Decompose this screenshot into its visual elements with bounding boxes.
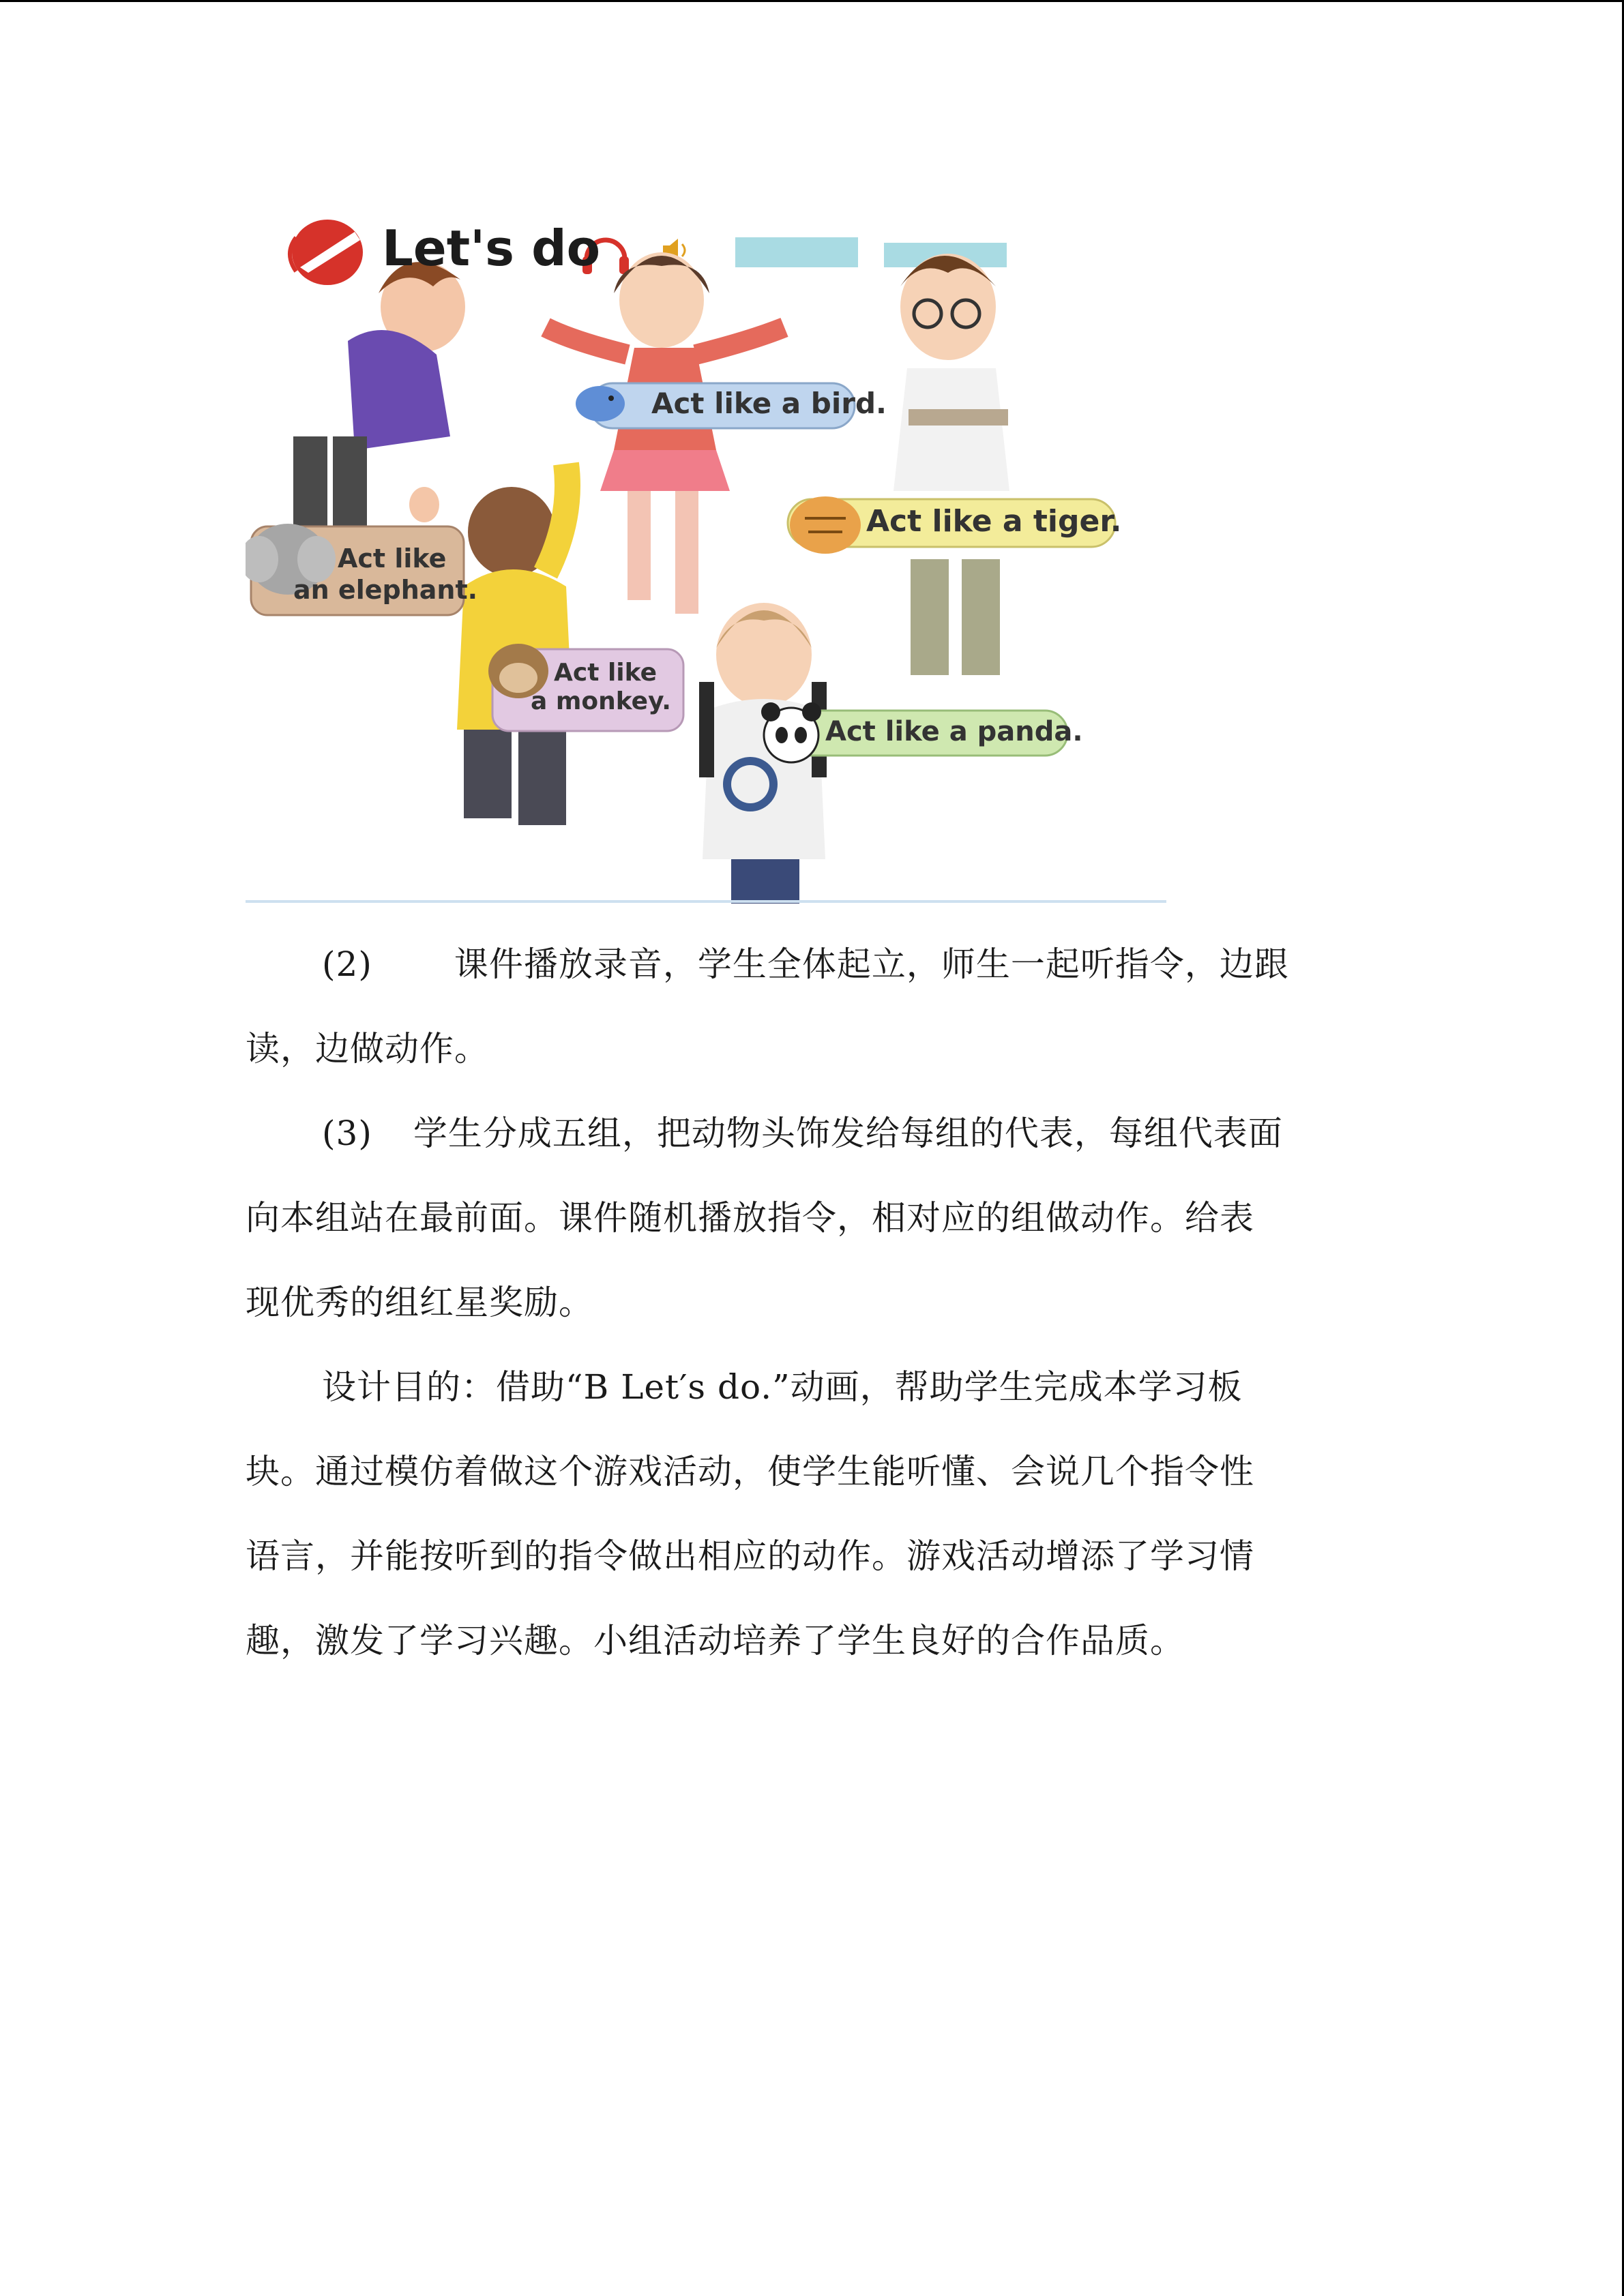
page-border-top [0, 0, 1624, 2]
bubble-panda-text: Act like a panda. [825, 716, 1083, 747]
paragraph-2-line-2: 读，边做动作。 [246, 1029, 489, 1069]
paragraph-2-text-1: 课件播放录音，学生全体起立，师生一起听指令，边跟 [454, 944, 1289, 984]
girl-red-character [546, 252, 784, 614]
bubble-monkey-line2: a monkey. [531, 687, 671, 715]
paragraph-3-line-3: 现优秀的组红星奖励。 [246, 1283, 593, 1322]
design-line-1: 设计目的：借助“B Let′s do.”动画，帮助学生完成本学习板 [322, 1367, 1243, 1407]
paragraph-3-line-1 [246, 1091, 1378, 1176]
bubble-monkey-line1: Act like [554, 659, 658, 687]
design-line-4: 趣，激发了学习兴趣。小组活动培养了学生良好的合作品质。 [246, 1621, 1185, 1660]
bubble-tiger-text: Act like a tiger. [866, 504, 1122, 539]
paragraph-3-number: (3) [322, 1114, 372, 1153]
paragraph-3 [246, 1091, 1378, 1345]
design-purpose-paragraph [246, 1345, 1378, 1683]
bubble-bird-text: Act like a bird. [651, 387, 887, 420]
bird-icon [576, 386, 625, 421]
video-button-icon [735, 237, 858, 267]
design-line-2: 块。通过模仿着做这个游戏活动，使学生能听懂、会说几个指令性 [246, 1452, 1254, 1491]
paragraph-3-text-1: 学生分成五组，把动物头饰发给每组的代表，每组代表面 [413, 1114, 1283, 1153]
paragraph-2 [246, 922, 1378, 1091]
boy-glasses-character [894, 254, 1009, 675]
paragraph-3-line-2: 向本组站在最前面。课件随机播放指令，相对应的组做动作。给表 [246, 1198, 1254, 1238]
paragraph-2-number: (2) [322, 944, 372, 984]
lets-do-logo-icon [290, 220, 363, 285]
design-line-3: 语言，并能按听到的指令做出相应的动作。游戏活动增添了学习情 [246, 1536, 1254, 1576]
bubble-elephant-line2: an elephant. [293, 575, 478, 605]
lets-do-illustration [246, 205, 1166, 904]
panda-icon [761, 702, 821, 762]
paragraph-2-line-1 [246, 922, 1378, 1007]
bubble-elephant-line1: Act like [338, 543, 447, 573]
figure-title: Let's do [382, 220, 601, 277]
tiger-icon [790, 496, 861, 554]
boy-purple-character [293, 262, 465, 546]
